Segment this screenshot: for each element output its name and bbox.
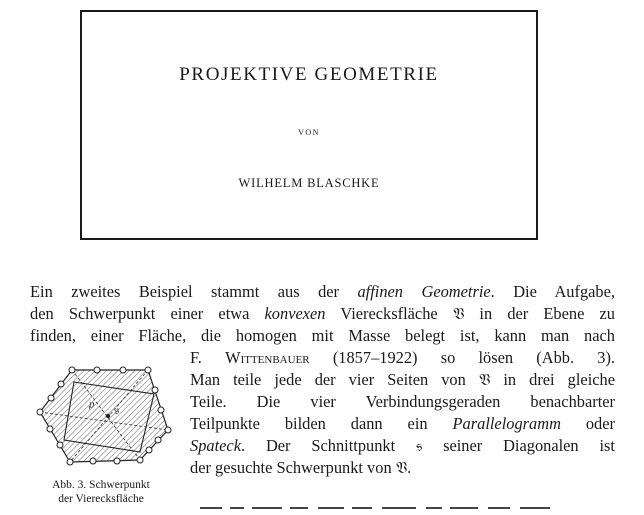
- text-line-3: finden, einer Fläche, die homogen mit Masse belegt ist, kann man nach: [30, 326, 615, 345]
- author-name: WILHELM BLASCHKE: [238, 176, 380, 190]
- title-page-frame: [80, 10, 538, 240]
- quadrilateral-figure: [36, 356, 176, 474]
- text-line-5: Man teile jede der vier Seiten von 𝔙 in drei gleiche: [190, 370, 615, 389]
- figure-caption: Abb. 3. Schwerpunkt der Vierecksfläche: [52, 479, 150, 505]
- text-line-8: Spateck. Der Schnittpunkt 𝔰 seiner Diagonalen ist: [190, 436, 615, 455]
- text-line-6: Teile. Die vier Verbindungsgeraden benachbarter: [190, 392, 615, 411]
- cropped-next-line: [200, 504, 580, 510]
- centroid-point: [106, 414, 110, 418]
- text-line-1: Ein zweites Beispiel stammt aus der affinen Geometrie. Die Aufgabe,: [30, 282, 615, 301]
- book-title: PROJEKTIVE GEOMETRIE: [179, 64, 439, 85]
- text-line-2: den Schwerpunkt einer etwa konvexen Vierecksfläche 𝔙 in der Ebene zu: [30, 304, 616, 323]
- by-label: VON: [298, 128, 320, 137]
- text-line-7: Teilpunkte bilden dann ein Parallelogramm oder: [190, 414, 615, 433]
- point-label-p: 𝔭: [88, 397, 94, 411]
- text-line-9: der gesuchte Schwerpunkt von 𝔙.: [190, 458, 412, 477]
- point-label-s: 𝔰: [114, 403, 119, 417]
- text-line-4: F. Wittenbauer (1857–1922) so lösen (Abb. 3).: [190, 348, 616, 367]
